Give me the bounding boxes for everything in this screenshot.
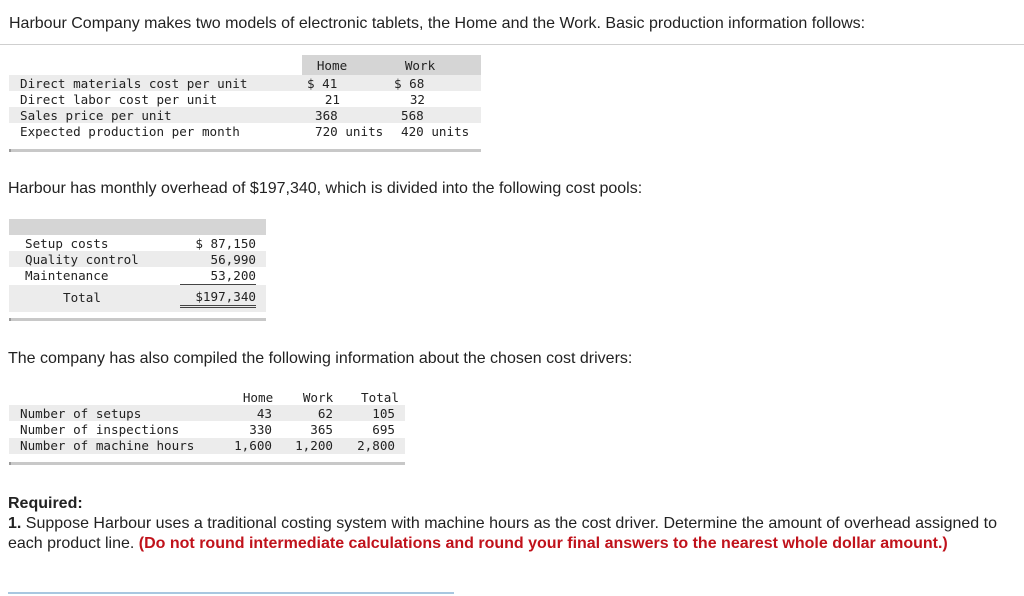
home-value: 330 <box>249 422 272 437</box>
home-value: 720 units <box>315 124 384 139</box>
cost-pool-total-value: $197,340 <box>180 289 256 308</box>
intro-text: Harbour Company makes two models of electronic tablets, the Home and the Work. Basic production information follows: <box>9 15 866 32</box>
work-value: 420 units <box>401 124 470 139</box>
required-section <box>8 494 1008 554</box>
cost-pool-value: 56,990 <box>210 252 256 267</box>
answer-area-top-border <box>8 592 454 594</box>
cost-pool-label: Setup costs <box>25 236 109 251</box>
col-header-work: Work <box>404 58 436 73</box>
cost-pool-table-header <box>9 219 266 235</box>
total-value: 105 <box>372 406 395 421</box>
col-header-total: Total <box>361 390 399 405</box>
home-value: 21 <box>324 92 340 107</box>
driver-label: Number of inspections <box>20 422 180 437</box>
home-value: 368 <box>315 108 338 123</box>
driver-label: Number of setups <box>20 406 142 421</box>
work-value: $ 68 <box>394 76 425 91</box>
cost-pool-value: $ 87,150 <box>195 236 256 251</box>
home-value: 43 <box>256 406 272 421</box>
row-label: Sales price per unit <box>20 108 172 123</box>
cost-driver-table-bottom-rule <box>9 462 405 465</box>
work-value: 568 <box>401 108 424 123</box>
cost-pool-value: 53,200 <box>180 268 256 285</box>
required-item-number: 1. <box>8 515 22 532</box>
work-value: 62 <box>317 406 333 421</box>
row-label: Direct labor cost per unit <box>20 92 218 107</box>
cost-pool-total-label: Total <box>63 290 101 305</box>
row-label: Direct materials cost per unit <box>20 76 248 91</box>
cost-pool-label: Quality control <box>25 252 139 267</box>
home-value: 1,600 <box>234 438 272 453</box>
drivers-text: The company has also compiled the following information about the chosen cost drivers: <box>8 350 633 367</box>
home-value: $ 41 <box>307 76 338 91</box>
driver-label: Number of machine hours <box>20 438 195 453</box>
col-header-work: Work <box>302 390 334 405</box>
col-header-home: Home <box>316 58 348 73</box>
rounding-note: (Do not round intermediate calculations and round your final answers to the nearest whole dollar amount.) <box>138 535 948 552</box>
total-value: 2,800 <box>357 438 395 453</box>
overhead-text: Harbour has monthly overhead of $197,340, which is divided into the following cost pools: <box>8 180 643 197</box>
required-text: Suppose Harbour uses a traditional costing system with machine hours as the cost driver. Determine the amount of overhead assigned to each product line. <box>8 515 997 552</box>
work-value: 32 <box>409 92 425 107</box>
required-heading: Required: <box>8 495 83 512</box>
cost-pool-label: Maintenance <box>25 268 109 283</box>
work-value: 365 <box>310 422 333 437</box>
work-value: 1,200 <box>295 438 333 453</box>
total-value: 695 <box>372 422 395 437</box>
col-header-home: Home <box>242 390 274 405</box>
production-table-bottom-rule <box>9 149 481 152</box>
row-label: Expected production per month <box>20 124 240 139</box>
cost-pool-table-bottom-rule <box>9 318 266 321</box>
intro-section <box>0 0 1024 45</box>
